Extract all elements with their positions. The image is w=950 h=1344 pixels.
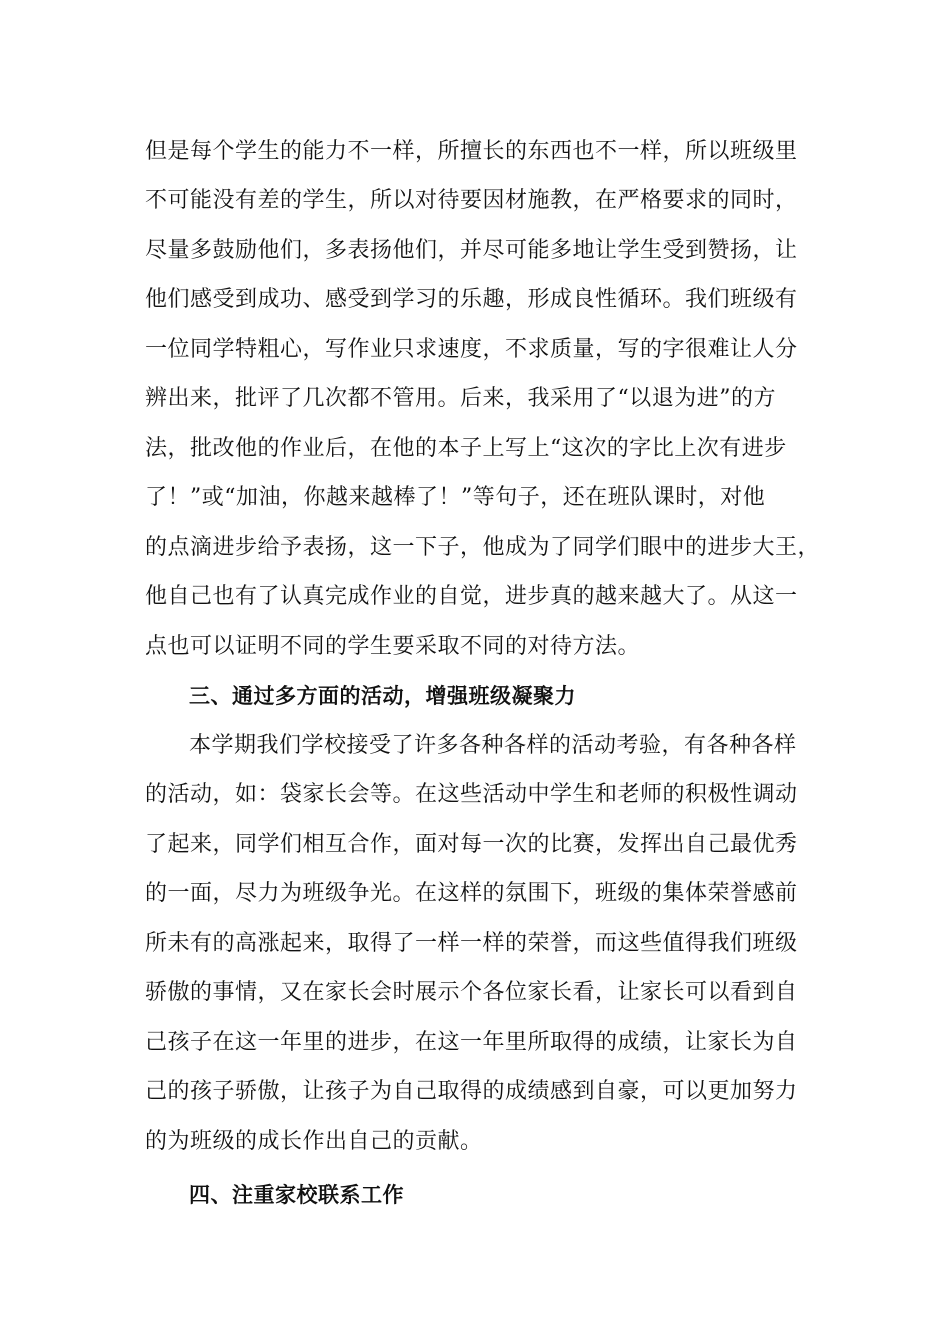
paragraph-1-line-11: 点也可以证明不同的学生要采取不同的对待方法。 xyxy=(145,634,641,659)
paragraph-1-line-7: 法，批改他的作业后，在他的本子上写上“这次的字比上次有进步 xyxy=(145,436,787,461)
paragraph-1-line-3: 尽量多鼓励他们，多表扬他们，并尽可能多地让学生受到赞扬，让 xyxy=(145,238,798,263)
paragraph-1-line-6: 辨出来，批评了几次都不管用。后来，我采用了“以退为进”的方 xyxy=(145,386,776,411)
paragraph-2-line-6: 骄傲的事情，又在家长会时展示个各位家长看，让家长可以看到自 xyxy=(145,980,798,1005)
section-heading-3: 三、通过多方面的活动，增强班级凝聚力 xyxy=(189,684,576,708)
paragraph-2-line-9: 的为班级的成长作出自己的贡献。 xyxy=(145,1129,483,1154)
paragraph-1-line-8: 了！”或“加油，你越来越棒了！”等句子，还在班队课时，对他 xyxy=(145,485,766,510)
paragraph-1-line-1: 但是每个学生的能力不一样，所擅长的东西也不一样，所以班级里 xyxy=(145,139,798,164)
paragraph-1-line-4: 他们感受到成功、感受到学习的乐趣，形成良性循环。我们班级有 xyxy=(145,287,798,312)
paragraph-2-line-7: 己孩子在这一年里的进步，在这一年里所取得的成绩，让家长为自 xyxy=(145,1030,798,1055)
paragraph-2-line-4: 的一面，尽力为班级争光。在这样的氛围下，班级的集体荣誉感前 xyxy=(145,881,798,906)
paragraph-1-line-5: 一位同学特粗心，写作业只求速度，不求质量，写的字很难让人分 xyxy=(145,337,798,362)
paragraph-1-line-2: 不可能没有差的学生，所以对待要因材施教，在严格要求的同时， xyxy=(145,188,798,213)
paragraph-2-line-1: 本学期我们学校接受了许多各种各样的活动考验，有各种各样 xyxy=(189,733,797,758)
paragraph-1-line-9: 的点滴进步给予表扬，这一下子，他成为了同学们眼中的进步大王， xyxy=(145,535,821,560)
paragraph-2-line-8: 己的孩子骄傲，让孩子为自己取得的成绩感到自豪，可以更加努力 xyxy=(145,1079,798,1104)
paragraph-2-line-3: 了起来，同学们相互合作，面对每一次的比赛，发挥出自己最优秀 xyxy=(145,832,798,857)
section-heading-4: 四、注重家校联系工作 xyxy=(189,1183,404,1207)
paragraph-2-line-2: 的活动，如：袋家长会等。在这些活动中学生和老师的积极性调动 xyxy=(145,782,798,807)
paragraph-1-line-10: 他自己也有了认真完成作业的自觉，进步真的越来越大了。从这一 xyxy=(145,584,798,609)
paragraph-2-line-5: 所未有的高涨起来，取得了一样一样的荣誉，而这些值得我们班级 xyxy=(145,931,798,956)
